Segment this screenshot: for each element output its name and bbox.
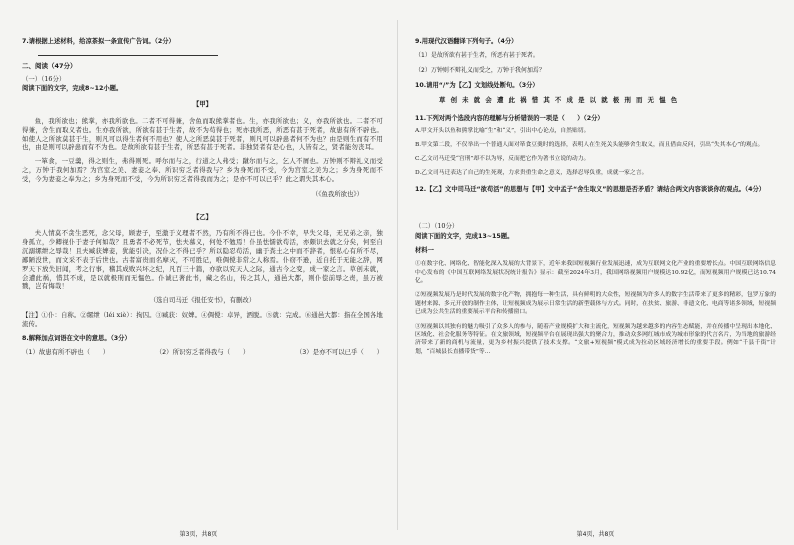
part-2-title: （二）（10分） bbox=[415, 222, 459, 231]
page-footer-right: 第4页，共8页 bbox=[576, 530, 615, 538]
passage-jia-title: 【甲】 bbox=[192, 100, 213, 109]
material-1-label: 材料一 bbox=[415, 246, 434, 254]
passage-yi-title: 【乙】 bbox=[192, 212, 213, 221]
question-10-sentence[interactable]: 草创未就会遭此祸惜其不成是以就极刑而无愠色 bbox=[439, 95, 683, 104]
question-8-blanks bbox=[22, 348, 383, 357]
answer-line bbox=[38, 55, 218, 56]
question-12: 12.【乙】文中司马迁“欲苟活”的思想与【甲】文中孟子“舍生取义”的思想是否矛盾？请结合两文内容谈谈你的观点。（4分） bbox=[415, 186, 766, 194]
material-1-paragraph-1: ①在数字化、网络化、智能化深入发展的大背景下，近年来我国短视频行业发展迅速，成为互联网文化产业的重要增长点。中国互联网络信息中心发布的《中国互联网络发展状况统计报告》显示：截至2024年3月，我国网络视频用户规模达10.92亿，而短视频用户规模已达10.74亿。 bbox=[415, 261, 776, 285]
right-page bbox=[397, 0, 794, 545]
question-11-option-c[interactable]: C.乙文司马迁受“宫刑”却不以为辱，反而把它作为著书立说的动力。 bbox=[415, 156, 590, 163]
reading-intro-2: 阅读下面的文字，完成13~15题。 bbox=[415, 232, 514, 240]
passage-jia-source: （《鱼我所欲也》） bbox=[311, 189, 363, 198]
question-11-option-b[interactable]: B.甲文第二段，不仅举出一个普通人面对箪食豆羹时的选择，表明人在生死关头能够舍生取义，而且借由反问，引出“失其本心”的观点。 bbox=[415, 142, 764, 149]
annotation-notes: 【注】①仆：自称。②缧绁（léi xiè）：拘囚。③臧获：奴婢。④倜傥：卓异，洒脱。⑤就：完成。⑥通邑大都：指在全国各地流传。 bbox=[22, 311, 383, 328]
question-9-sentence-2: （2）万钟则不辩礼义而受之，万钟于我何加焉？ bbox=[415, 66, 545, 74]
passage-yi-source: （选自司马迁《报任安书》，有删改） bbox=[149, 296, 256, 305]
passage-jia-paragraph-1: 鱼，我所欲也；熊掌，亦我所欲也。二者不可得兼，舍鱼而取熊掌者也。生，亦我所欲也；义，亦我所欲也。二者不可得兼，舍生而取义者也。生亦我所欲，所欲有甚于生者，故不为苟得也；死亦我所恶，所恶有甚于死者，故患有所不辟也。如使人之所欲莫甚于生，则凡可以得生者何不用也？使人之所恶莫甚于死者，则凡可以辟患者何不为也？由是则生而有不用也，由是则可以辟患而有不为也。是故所欲有甚于生者，所恶有甚于死者。非独贤者有是心也，人皆有之，贤者能勿丧耳。 bbox=[22, 117, 383, 152]
material-1-paragraph-3: ③短视频以其独有的魅力吸引了众多人的参与，随着产业规模扩大和主流化，短视频为越来越多的内容生态赋能，并在传播中呈现出本地化、区域化、社会化服务等特征。在文旅领域，短视频平台在展现出强大的聚合力，推动众多网红城市成为城市形象的代言名片，为当地的旅游经济带来了新的商机与流量，更为乡村振兴提供了技术支撑。“文旅+短视频”模式成为拉动区域经济增长的重要手段。例如“千县千街”计划，“百城县长直播带货”等… bbox=[415, 323, 776, 355]
section-reading-title: 二、阅读（47分） bbox=[22, 61, 77, 70]
passage-jia-paragraph-2: 一箪食，一豆羹，得之则生，弗得则死。呼尔而与之，行道之人弗受；蹴尔而与之，乞人不屑也。万钟则不辩礼义而受之，万钟于我何加焉？为宫室之美、妻妾之奉、所识穷乏者得我与？乡为身死而不受，今为宫室之美为之；乡为身死而不受，今为妻妾之奉为之；乡为身死而不受，今为所识穷乏者得我而为之；是亦不可以已乎？此之谓失其本心。 bbox=[22, 157, 383, 183]
material-1-paragraph-2: ②短视频发展乃是时代发展的数字化产物，拥抱每一种生活，具有鲜明的大众性，短视频为许多人的数字生活带来了更多的精彩，包罗万象的题材来源、多元开放的制作主体，让短视频成为展示日常生活的新型载体与方式。同时，在扶贫、旅游、非遗文化、电商等诸多领域，短视频已成为公共生活的重要展示平台和传播窗口。 bbox=[415, 292, 776, 316]
question-11-option-d[interactable]: D.乙文司马迁表达了自己的生死观，力求贵重生命之意义，选择忍辱负重，成就一家之言。 bbox=[415, 170, 648, 177]
passage-yi-paragraph: 夫人情莫不贪生恶死，念父母，顾妻子，至激于义理者不然，乃有所不得已也。今仆不幸，早失父母，无兄弟之亲，独身孤立，少卿视仆于妻子何如哉？且勇者不必死节，怯夫慕义，何处不勉焉！仆虽怯懦欲苟活，亦颇识去就之分矣，何至自沉溺缧绁之辱哉！且夫臧获婢妾，犹能引决，况仆之不得已乎？所以隐忍苟活，幽于粪土之中而不辞者，恨私心有所不尽，鄙陋没世，而文采不表于后世也。古者富贵而名摩灭，不可胜记，唯倜傥非常之人称焉。仆窃不逊，近自托于无能之辞，网罗天下放失旧闻，考之行事，稽其成败兴坏之纪，凡百三十篇，亦欲以究天人之际，通古今之变，成一家之言。草创未就，会遭此祸，惜其不成，是以就极刑而无愠色。仆诚已著此书，藏之名山，传之其人，通邑大都，则仆偿前辱之责，虽万被戮，岂有悔哉！ bbox=[22, 229, 383, 291]
page-footer-left: 第3页，共8页 bbox=[179, 530, 218, 538]
question-11: 11.下列对两个选段内容的理解与分析错误的一项是（ ）（2分） bbox=[415, 114, 604, 122]
question-8-item-1[interactable]: （1）故患有所不辟也（ ） bbox=[22, 348, 110, 357]
question-11-option-a[interactable]: A.甲文开头以鱼和熊掌比喻“生”和“义”，引出中心论点，自然贴切。 bbox=[415, 128, 590, 135]
question-8-item-3[interactable]: （3）是亦不可以已乎（ ） bbox=[295, 348, 383, 357]
question-9-sentence-1: （1）是故所欲有甚于生者，所恶有甚于死者。 bbox=[415, 51, 539, 59]
question-8-item-2[interactable]: （2）所识穷乏者得我与（ ） bbox=[155, 348, 250, 357]
question-12-answer-space[interactable] bbox=[415, 200, 776, 222]
reading-intro-1: 阅读下面的文字，完成8~12小题。 bbox=[22, 85, 123, 93]
question-9: 9.用现代汉语翻译下列句子。（4分） bbox=[415, 38, 518, 45]
part-1-title: （一）（16分） bbox=[22, 74, 66, 83]
question-7: 7.请根据上述材料，给凉茶拟一条宣传广告词。（2分） bbox=[22, 38, 175, 45]
question-10: 10.请用“/”为【乙】文划线处断句。（3分） bbox=[415, 82, 539, 90]
question-8: 8.解释加点词语在文中的意思。（3分） bbox=[22, 334, 131, 342]
